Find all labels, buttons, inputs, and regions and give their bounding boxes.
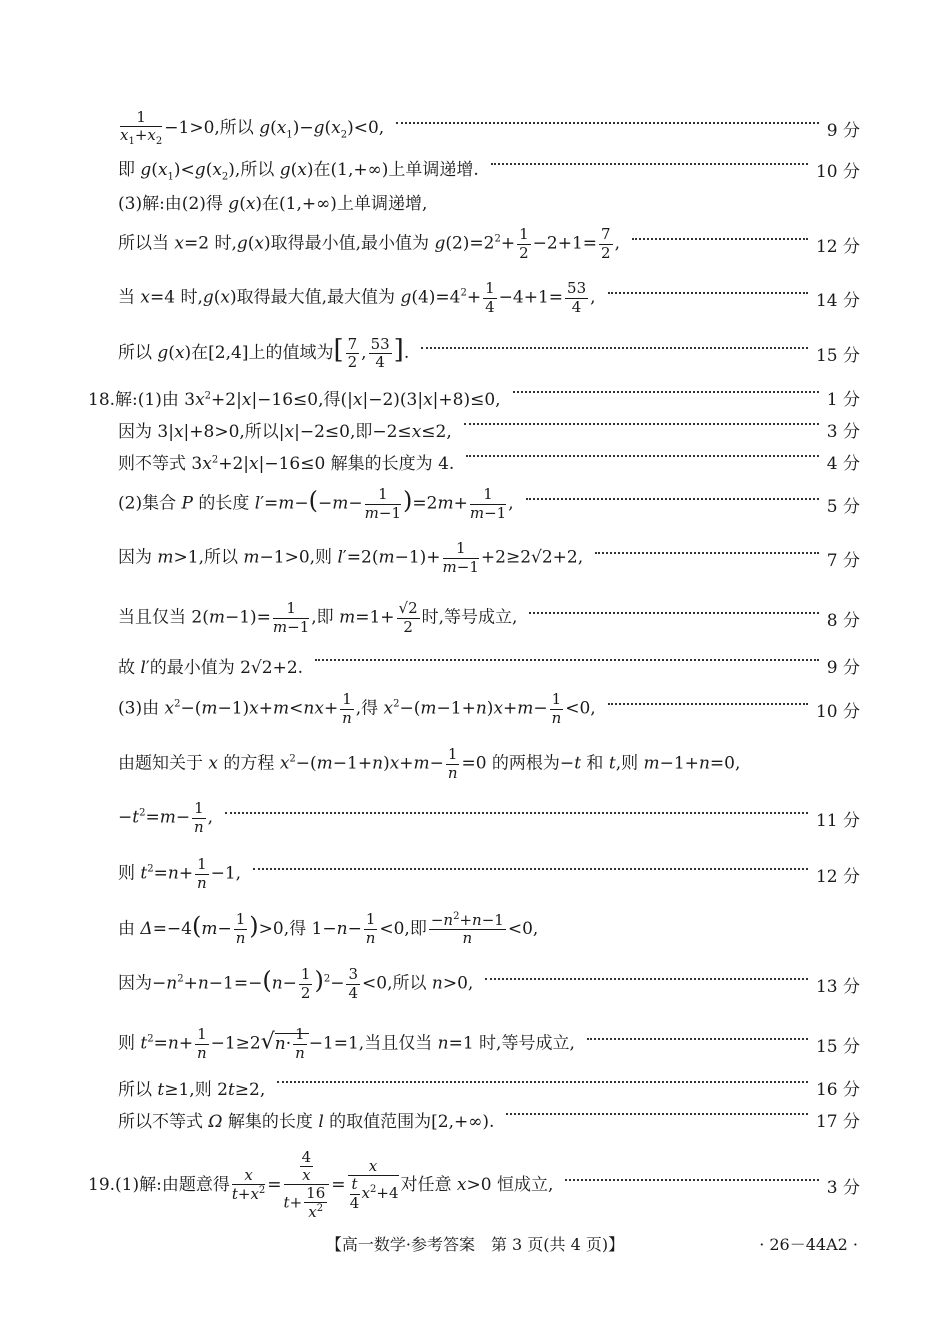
leader-dots <box>632 238 808 240</box>
score: 13 分 <box>815 976 860 997</box>
answer-line <box>118 798 860 838</box>
score: 3 分 <box>826 1177 860 1198</box>
math-expression: $-t^2=m-$ $\frac{1}{n}$ , <box>118 799 214 836</box>
score: 9 分 <box>826 657 860 678</box>
score: 14 分 <box>815 290 860 311</box>
score: 11 分 <box>815 810 860 831</box>
math-expression: 则 $t^2=n+$ $\frac{1}{n}$ −1≥2√n· $\frac{1}{n}$ −1=1,当且仅当 n=1 时,等号成立, <box>118 1025 575 1062</box>
answer-line <box>118 333 860 373</box>
leader-dots <box>506 1113 807 1115</box>
score: 12 分 <box>815 236 860 257</box>
math-expression: 因为 3|x|+8>0,所以|x|−2≤0,即−2≤x≤2, <box>118 421 452 442</box>
math-expression: 所以 g(x)在[2,4]上的值域为[ $\frac{7}{2}$ , $\frac{53}{4}$ ]. <box>118 334 410 371</box>
math-expression: 所以当 x=2 时,g(x)取得最小值,最小值为 $g(2)=2^2+$ $\frac{1}{2}$ −2+1= $\frac{7}{2}$ , <box>118 225 620 262</box>
score: 16 分 <box>815 1079 860 1100</box>
footer-code: · 26－44A2 · <box>759 1235 858 1254</box>
score: 10 分 <box>815 161 860 182</box>
answer-line <box>118 484 860 524</box>
score: 4 分 <box>826 453 860 474</box>
math-expression: 所以 t≥1,则 2t≥2, <box>118 1079 266 1100</box>
math-expression: 19.(1)解:由题意得 $\frac{x}{t+x^2}$ = $\frac{4}{x}$ t+ $\frac{16}{x^2}$ = x $\frac{t}{4}$ $x^2+4$ 对任意 x>0 恒成立, <box>88 1147 554 1222</box>
answer-line <box>118 598 860 638</box>
answer-line <box>88 384 860 410</box>
math-expression: 则 $t^2=n+$ $\frac{1}{n}$ −1, <box>118 855 242 892</box>
leader-dots <box>491 163 808 165</box>
math-expression: 故 l′的最小值为 2√2+2. <box>118 657 304 678</box>
answer-line <box>118 224 860 264</box>
leader-dots <box>513 391 819 393</box>
answer-line <box>118 278 860 318</box>
answer-line <box>118 652 860 678</box>
math-expression: 所以不等式 Ω 解集的长度 l 的取值范围为[2,+∞). <box>118 1111 495 1132</box>
leader-dots <box>466 455 818 457</box>
answer-line <box>118 964 860 1004</box>
math-expression: 则不等式 $3x^2+2|x|-16\le 0$ 解集的长度为 4. <box>118 453 455 474</box>
answer-line <box>118 108 860 148</box>
math-expression: 当 x=4 时,g(x)取得最大值,最大值为 $g(4)=4^2+$ $\frac{1}{4}$ −4+1= $\frac{53}{4}$ , <box>118 279 596 316</box>
footer-title: 【高一数学·参考答案 第 3 页(共 4 页)】 <box>325 1235 625 1254</box>
leader-dots <box>421 347 808 349</box>
score: 10 分 <box>815 701 860 722</box>
score: 5 分 <box>826 496 860 517</box>
score: 1 分 <box>826 389 860 410</box>
answer-line <box>88 1140 860 1230</box>
math-expression: (2)集合 P 的长度 l′=m−(−m− $\frac{1}{m-1}$ )=2m+ $\frac{1}{m-1}$ , <box>118 485 514 522</box>
math-expression: 因为$-n^2+n-1=-(n-$ $\frac{1}{2}$ )$^2$− $\frac{3}{4}$ <0,所以 n>0, <box>118 965 474 1002</box>
leader-dots <box>529 612 818 614</box>
leader-dots <box>595 552 819 554</box>
leader-dots <box>608 703 808 705</box>
score: 7 分 <box>826 550 860 571</box>
leader-dots <box>526 498 819 500</box>
math-expression: 由题知关于 x 的方程 $x^2-(m-1+n)x+m-$ $\frac{1}{n}$ =0 的两根为−t 和 t,则 m−1+n=0, <box>118 745 741 782</box>
score: 8 分 <box>826 610 860 631</box>
answer-line <box>118 156 860 182</box>
answer-line <box>118 909 860 949</box>
math-expression: 由 Δ=−4(m− $\frac{1}{n}$ )>0,得 1−n− $\frac{1}{n}$ <0,即 $\frac{-n^2+n-1}{n}$ <0, <box>118 910 539 947</box>
answer-line <box>118 188 860 214</box>
leader-dots <box>277 1081 808 1083</box>
answer-line <box>118 538 860 578</box>
leader-dots <box>225 812 808 814</box>
answer-line <box>118 1074 860 1100</box>
answer-line <box>118 689 860 729</box>
leader-dots <box>608 292 808 294</box>
answer-line <box>118 854 860 894</box>
leader-dots <box>253 868 808 870</box>
answer-line <box>118 744 860 784</box>
leader-dots <box>396 122 819 124</box>
leader-dots <box>485 978 808 980</box>
math-expression: 18.解:(1)由 $3x^2+2|x|-16\le 0$,得(|x|−2)(3|x|+8)≤0, <box>88 389 501 410</box>
score: 17 分 <box>815 1111 860 1132</box>
math-expression: 当且仅当 2(m−1)= $\frac{1}{m-1}$ ,即 m=1+ $\frac{√2}{2}$ 时,等号成立, <box>118 599 518 636</box>
math-expression: 因为 m>1,所以 m−1>0,则 l′=2(m−1)+ $\frac{1}{m-1}$ +2≥2√2+2, <box>118 539 584 576</box>
math-expression: $\frac{1}{x_1+x_2}$ −1>0,所以 $g(x_1)-g(x_2)<0$, <box>120 107 385 147</box>
score: 15 分 <box>815 345 860 366</box>
answer-line <box>118 448 860 474</box>
leader-dots <box>464 423 819 425</box>
score: 9 分 <box>826 120 860 141</box>
score: 15 分 <box>815 1036 860 1057</box>
leader-dots <box>315 659 819 661</box>
math-expression: 即 $g(x_1)<g(x_2)$,所以 g(x)在(1,+∞)上单调递增. <box>118 160 479 183</box>
math-expression: (3)解:由(2)得 g(x)在(1,+∞)上单调递增, <box>118 193 428 214</box>
score: 12 分 <box>815 866 860 887</box>
score: 3 分 <box>826 421 860 442</box>
leader-dots <box>587 1038 808 1040</box>
math-expression: (3)由 $x^2-(m-1)x+m<nx+$ $\frac{1}{n}$ ,得 $x^2-(m-1+n)x+m-$ $\frac{1}{n}$ <0, <box>118 690 596 727</box>
leader-dots <box>565 1179 818 1181</box>
answer-line <box>118 1024 860 1064</box>
answer-line <box>118 416 860 442</box>
answer-line <box>118 1106 860 1132</box>
